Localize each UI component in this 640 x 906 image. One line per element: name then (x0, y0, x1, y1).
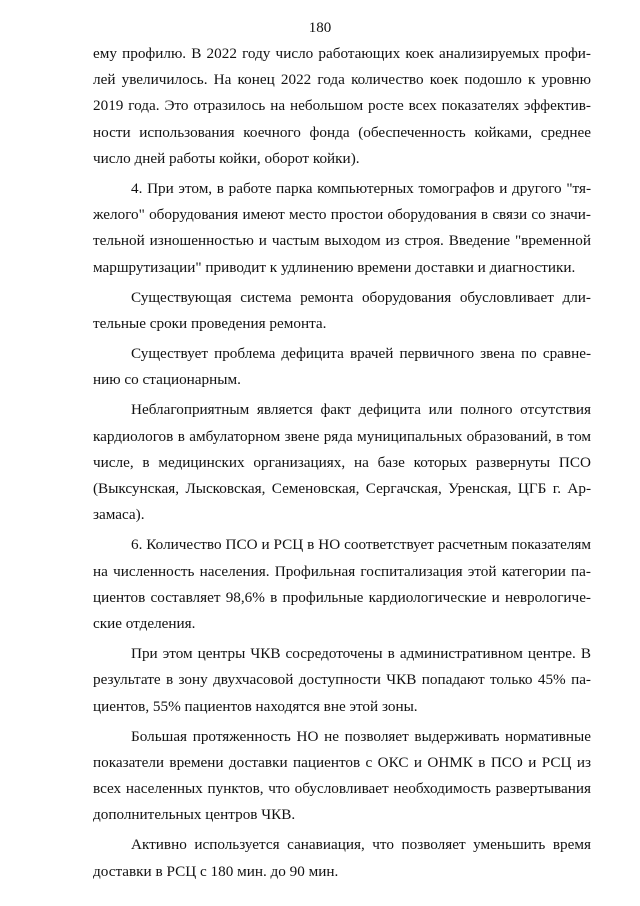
text-line: всех населенных пунктов, что обусловливает необходимость развертывания (93, 780, 591, 798)
document-body (93, 41, 591, 885)
page-number: 180 (308, 20, 332, 36)
text-line: ности использования коечного фонда (обеспеченность койками, среднее (93, 123, 591, 141)
text-line: показатели времени доставки пациентов с ОКС и ОНМК в ПСО и РСЦ из (93, 753, 591, 771)
paragraph (93, 397, 591, 528)
text-line: замаса). (93, 506, 145, 524)
text-line: лей увеличилось. На конец 2022 года количество коек подошло к уровню (93, 71, 591, 89)
text-line: результате в зону двухчасовой доступности ЧКВ попадают только 45% па- (93, 671, 591, 689)
text-line: Неблагоприятным является факт дефицита или полного отсутствия (131, 401, 591, 419)
text-line: ские отделения. (93, 614, 196, 632)
text-line: дополнительных центров ЧКВ. (93, 806, 296, 824)
text-line: Большая протяженность НО не позволяет выдерживать нормативные (131, 727, 591, 745)
text-line: 2019 года. Это отразилось на небольшом росте всех показателях эффектив- (93, 97, 591, 115)
paragraph (93, 724, 591, 829)
text-line: числе, в медицинских организациях, на базе которых развернуты ПСО (93, 453, 591, 471)
paragraph (93, 341, 591, 393)
paragraph (93, 641, 591, 720)
paragraph (93, 41, 591, 172)
paragraph (93, 832, 591, 884)
text-line: ему профилю. В 2022 году число работающих коек анализируемых профи- (93, 45, 591, 62)
text-line: циентов составляет 98,6% в профильные кардиологические и неврологиче- (93, 588, 591, 606)
text-line: тельные сроки проведения ремонта. (93, 314, 327, 332)
text-line: При этом центры ЧКВ сосредоточены в административном центре. В (131, 645, 591, 663)
text-line: циентов, 55% пациентов находятся вне этой зоны. (93, 697, 418, 715)
text-line: тельной изношенностью и частым выходом из строя. Введение "временной (93, 232, 591, 250)
text-line: Активно используется санавиация, что позволяет уменьшить время (131, 836, 591, 854)
text-line: (Выксунская, Лысковская, Семеновская, Сергачская, Уренская, ЦГБ г. Ар- (93, 480, 591, 497)
text-line: нию со стационарным. (93, 371, 241, 389)
text-line: Существующая система ремонта оборудования обусловливает дли- (131, 288, 591, 306)
text-line: на численность населения. Профильная госпитализация этой категории па- (93, 562, 591, 580)
paragraph (93, 285, 591, 337)
text-line: число дней работы койки, оборот койки). (93, 149, 360, 167)
text-line: доставки в РСЦ с 180 мин. до 90 мин. (93, 862, 339, 880)
paragraph (93, 532, 591, 637)
paragraph (93, 176, 591, 281)
text-line: 4. При этом, в работе парка компьютерных томографов и другого "тя- (131, 179, 591, 197)
text-line: желого" оборудования имеют место простои оборудования в связи со значи- (93, 206, 591, 224)
text-line: Существует проблема дефицита врачей первичного звена по сравне- (131, 345, 591, 363)
text-line: маршрутизации" приводит к удлинению времени доставки и диагностики. (93, 258, 576, 276)
text-line: 6. Количество ПСО и РСЦ в НО соответствует расчетным показателям (131, 536, 591, 554)
text-line: кардиологов в амбулаторном звене ряда муниципальных образований, в том (93, 427, 591, 445)
